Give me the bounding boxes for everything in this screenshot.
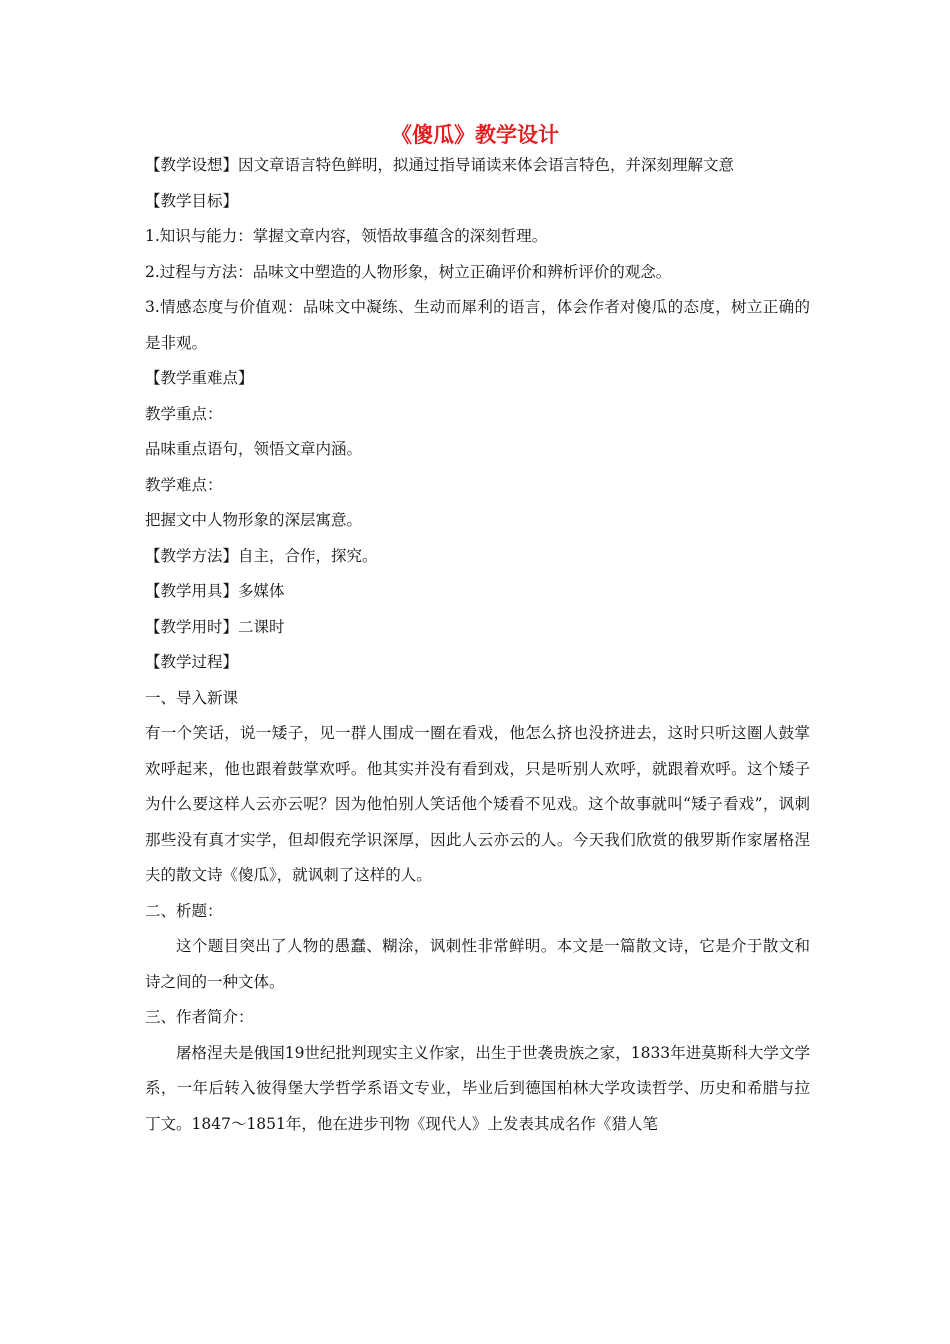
- document-body: [145, 148, 810, 1142]
- body-paragraph: 2.过程与方法：品味文中塑造的人物形象，树立正确评价和辨析评价的观念。: [145, 262, 672, 281]
- body-paragraph: 三、作者简介：: [145, 1008, 254, 1026]
- body-paragraph: 屠格涅夫是俄国19世纪批判现实主义作家，出生于世袭贵族之家，1833年进莫斯科大学文学系，一年后转入彼得堡大学哲学系语文专业，毕业后到德国柏林大学攻读哲学、历史和希腊与拉丁文。1847～1851年，他在进步刊物《现代人》上发表其成名作《猎人笔: [145, 1043, 810, 1133]
- body-paragraph: 有一个笑话，说一矮子，见一群人围成一圈在看戏，他怎么挤也没挤进去，这时只听这圈人鼓掌欢呼起来，他也跟着鼓掌欢呼。他其实并没有看到戏，只是听别人欢呼，就跟着欢呼。这个矮子为什么要这样人云亦云呢？因为他怕别人笑话他个矮看不见戏。这个故事就叫“矮子看戏”，讽刺那些没有真才实学，但却假充学识深厚，因此人云亦云的人。今天我们欣赏的俄罗斯作家屠格涅夫的散文诗《傻瓜》，就讽刺了这样的人。: [145, 724, 810, 884]
- body-paragraph: 1.知识与能力：掌握文章内容，领悟故事蕴含的深刻哲理。: [145, 227, 548, 245]
- body-paragraph: 【教学设想】因文章语言特色鲜明，拟通过指导诵读来体会语言特色，并深刻理解文意: [145, 156, 735, 174]
- body-paragraph: 【教学重难点】: [145, 369, 254, 387]
- body-paragraph: 3.情感态度与价值观：品味文中凝练、生动而犀利的语言，体会作者对傻瓜的态度，树立正确的是非观。: [145, 298, 810, 352]
- document-title: 《傻瓜》教学设计: [391, 122, 559, 147]
- body-paragraph: 一、导入新课: [145, 688, 239, 707]
- body-paragraph: 【教学目标】: [145, 191, 239, 210]
- body-paragraph: 【教学方法】自主，合作，探究。: [145, 546, 378, 565]
- body-paragraph: 【教学用时】二课时: [145, 617, 285, 636]
- body-paragraph: 二、析题：: [145, 901, 223, 920]
- body-paragraph: 把握文中人物形象的深层寓意。: [145, 511, 363, 529]
- body-paragraph: 【教学用具】多媒体: [145, 582, 285, 600]
- body-paragraph: 教学重点：: [145, 404, 223, 423]
- body-paragraph: 教学难点：: [145, 475, 223, 494]
- body-paragraph: 这个题目突出了人物的愚蠢、糊涂，讽刺性非常鲜明。本文是一篇散文诗，它是介于散文和诗之间的一种文体。: [145, 937, 810, 991]
- body-paragraph: 【教学过程】: [145, 653, 239, 671]
- body-paragraph: 品味重点语句，领悟文章内涵。: [145, 440, 363, 458]
